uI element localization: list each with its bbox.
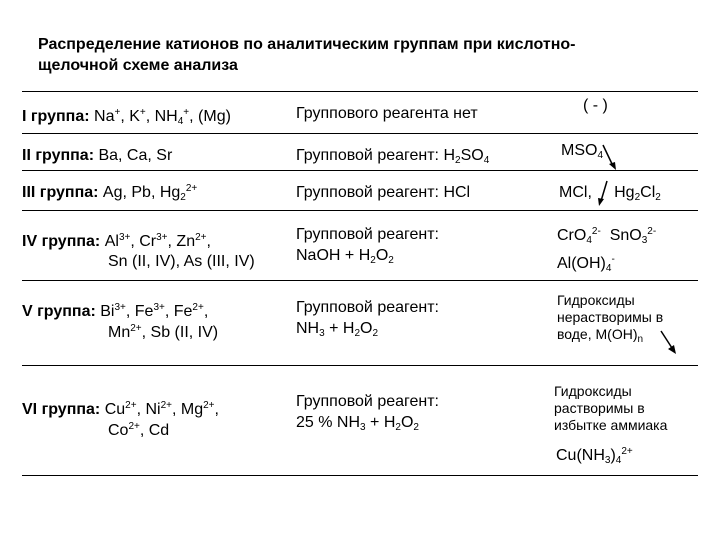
row-2-reagent: Групповой реагент: $H_2SO_4$ [296, 147, 490, 166]
row-5-reagent-line-2: $NH_3 + H_2O_2$ [296, 320, 379, 339]
precipitate-arrow-icon [600, 142, 620, 172]
row-5-group: V группа: $Bi^{3+}$, $Fe^{3+}$, $Fe^{2+}$, [22, 302, 209, 320]
row-4-reagent-line-2: NaOH + $H_2O_2$ [296, 247, 394, 266]
row-divider [22, 210, 698, 211]
row-6-group: VI группа: $Cu^{2+}$, $Ni^{2+}$, $Mg^{2+}$, [22, 400, 219, 418]
row-divider [22, 365, 698, 366]
row-3-reagent: Групповой реагент: HCl [296, 184, 471, 201]
row-4-group-line-2: Sn (II, IV), As (III, IV) [108, 253, 255, 270]
row-6-reagent: Групповой реагент: [296, 393, 439, 410]
row-4-precipitate-line-2: $Al(OH)_4^-$ [557, 254, 615, 274]
title-line-1: Распределение катионов по аналитическим группам при кислотно- [38, 36, 576, 53]
row-1-precipitate: ( - ) [583, 97, 608, 114]
row-3-precipitate: MCl, $Hg_2Cl_2$ [559, 184, 661, 203]
page-title [38, 34, 678, 76]
row-6-precipitate-line-4: $Cu(NH_3)_4^{2+}$ [556, 446, 633, 466]
row-6-reagent-line-2: 25 % $NH_3 + H_2O_2$ [296, 414, 419, 433]
row-5-group-line-2: $Mn^{2+}$, Sb (II, IV) [108, 323, 219, 341]
row-5-precipitate: Гидроксиды нерастворимы в воде, $M(OH)_n$ [557, 292, 664, 345]
row-4-precipitate: CrO$_4^{2-}$ SnO$_3^{2-}$ [557, 226, 657, 246]
row-4-reagent: Групповой реагент: [296, 226, 439, 243]
table-top-border [22, 91, 698, 92]
title-line-2: щелочной схеме анализа [38, 57, 238, 74]
table-bottom-border [22, 475, 698, 476]
row-divider [22, 280, 698, 281]
precipitate-arrow-icon [658, 328, 680, 356]
row-3-group: III группа: Ag, Pb, $Hg_2^{2+}$ [22, 183, 198, 203]
row-1-group: I группа: Na+, K+, $NH_4^+$, (Mg) [22, 107, 231, 127]
row-1-reagent: Группового реагента нет [296, 105, 478, 122]
row-5-reagent: Групповой реагент: [296, 299, 439, 316]
row-2-group: II группа: Ba, Ca, Sr [22, 147, 173, 164]
row-6-precipitate: Гидроксиды растворимы в избытке аммиака [554, 383, 668, 433]
row-6-group-line-2: $Co^{2+}$, Cd [108, 421, 170, 439]
precipitate-arrow-icon [596, 178, 612, 208]
row-2-precipitate: $MSO_4$ [561, 142, 604, 161]
row-divider [22, 133, 698, 134]
row-4-group: IV группа: $Al^{3+}$, $Cr^{3+}$, $Zn^{2+}$, [22, 232, 211, 250]
row-divider [22, 170, 698, 171]
